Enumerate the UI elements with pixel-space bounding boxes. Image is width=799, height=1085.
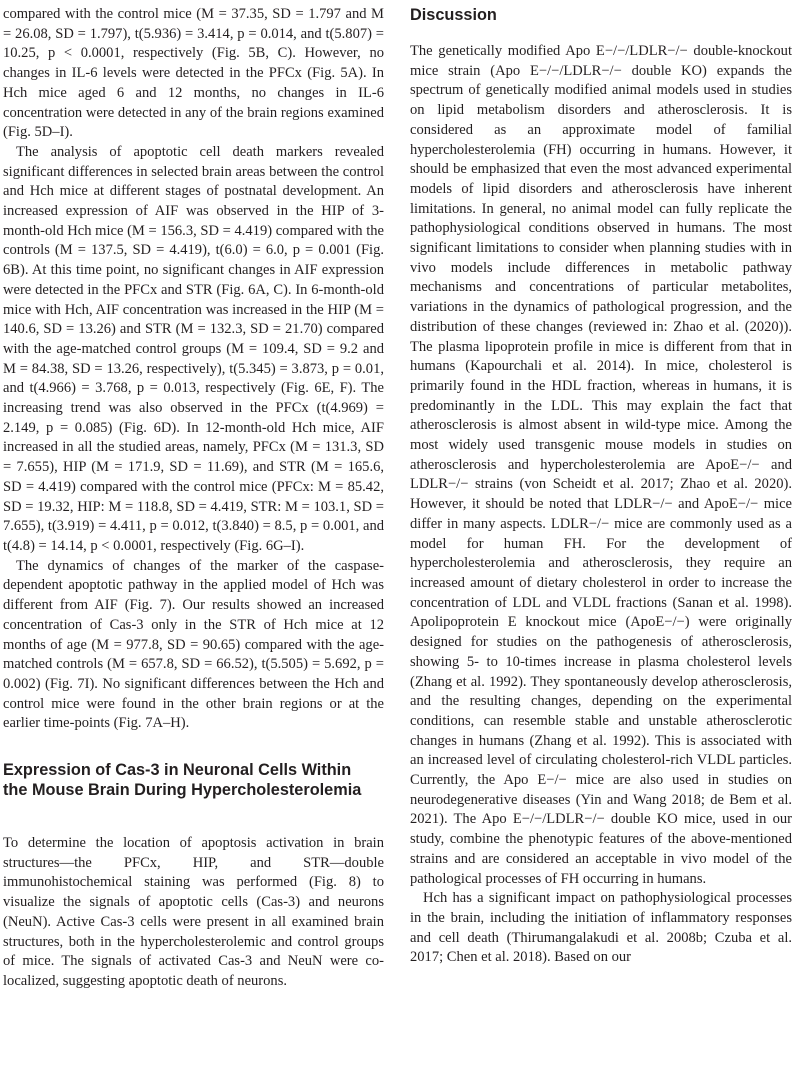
- paragraph-cas3-results: The dynamics of changes of the marker of the caspase-dependent apoptotic pathway in the applied model of Hch was different from AIF (Fig. 7). Our results showed an increased concentration of Cas-3 only in the STR of Hch mice at 12 months of age (M = 977.8, SD = 90.65) compared with the age-matched controls (M = 657.8, SD = 66.52), t(5.505) = 5.692, p = 0.002) (Fig. 7I). No significant differences between the Hch and control mice were found in the other brain regions or at the earlier time-points (Fig. 7A–H).: [3, 557, 384, 732]
- paragraph-aif-results: The analysis of apoptotic cell death markers revealed significant differences in selected brain areas between the control and Hch mice at different stages of postnatal development. An increased expression of AIF was observed in the HIP of 3-month-old Hch mice (M = 156.3, SD = 4.419) compared with the controls (M = 137.5, SD = 4.419), t(6.0) = 6.0, p = 0.001 (Fig. 6B). At this time point, no significant changes in AIF expression were detected in the PFCx and STR (Fig. 6A, C). In 6-month-old mice with Hch, AIF concentration was increased in the HIP (M = 140.6, SD = 13.26) and STR (M = 132.3, SD = 21.70) compared with the age-matched control groups (M = 109.4, SD = 9.2 and M = 84.38, SD = 13.26, respectively), t(5.345) = 3.873, p = 0.01, and t(4.966) = 3.768, p = 0.013, respectively (Fig. 6E, F). The increasing trend was also observed in the PFCx (t(4.969) = 2.149, p = 0.085) (Fig. 6D). In 12-month-old Hch mice, AIF increased in all the studied areas, namely, PFCx (M = 131.3, SD = 7.655), HIP (M = 171.9, SD = 11.69), and STR (M = 165.6, SD = 4.419) compared with the control mice (PFCx: M = 85.42, SD = 19.32, HIP: M = 118.8, SD = 4.419, STR: M = 103.1, SD = 7.655), t(3.919) = 4.411, p = 0.012, t(3.840) = 8.5, p = 0.001, and t(4.8) = 14.14, p < 0.0001, respectively (Fig. 6G–I).: [3, 143, 384, 554]
- heading-line-2: the Mouse Brain During Hypercholesterolemia: [3, 781, 362, 800]
- paragraph-discussion-models: The genetically modified Apo E−/−/LDLR−/− double-knockout mice strain (Apo E−/−/LDLR−/− double KO) expands the spectrum of genetically modified animal models used in studies on lipid metabolism disorders and atherosclerosis. It is considered as an approximate model of familial hypercholesterolemia (FH) occurring in humans. However, it should be emphasized that even the most advanced experimental models of lipid disorders and atherosclerosis have inherent limitations. In general, no animal model can fully replicate the pathophysiological conditions observed in humans. The most significant limitations to consider when planning studies with in vivo models include differences in metabolic pathway mechanisms and concentrations of particular metabolites, variations in the dynamics of pathological progression, and the distribution of these changes (reviewed in: Zhao et al. (2020)). The plasma lipoprotein profile in mice is different from that in humans (Kapourchali et al. 2014). In mice, cholesterol is primarily found in the HDL fraction, whereas in humans, it is predominantly in the LDL. This may explain the fact that atherosclerosis is almost absent in wild-type mice. Among the most widely used transgenic mouse models in studies on atherosclerosis and hypercholesterolemia are ApoE−/− and LDLR−/− strains (von Scheidt et al. 2017; Zhao et al. 2020). However, it should be noted that LDLR−/− and ApoE−/− mice differ in many aspects. LDLR−/− mice are commonly used as a model for human FH. For the development of hypercholesterolemia and atherosclerosis, they require an increased amount of dietary cholesterol in order to increase the concentration of LDL and VLDL fractions (Sanan et al. 1998). Apolipoprotein E knockout mice (ApoE−/−) were originally designed for studies on the pathogenesis of atherosclerosis, showing 5- to 10-times increase in plasma cholesterol levels (Zhang et al. 1992). They spontaneously develop atherosclerosis, and the resulting changes, depending on the experimental conditions, can resemble stable and unstable atherosclerotic changes in humans (Zhang et al. 1992). This is associated with an increased level of circulating cholesterol-rich VLDL particles. Currently, the Apo E−/− mice are also used in studies on neurodegenerative diseases (Yin and Wang 2018; de Bem et al. 2021). The Apo E−/−/LDLR−/− double KO mice, used in our study, combine the phenotypic features of the above-mentioned strains and are considered an acceptable in vivo model of the pathological processes of FH occurring in humans.: [410, 43, 792, 887]
- paragraph-discussion-hch-brain: Hch has a significant impact on pathophysiological processes in the brain, including the initiation of inflammatory responses and cell death (Thirumangalakudi et al. 2008b; Czuba et al. 2017; Chen et al. 2018). Based on our: [410, 890, 792, 966]
- section-heading-cas3-expression: [3, 760, 384, 800]
- right-column: [410, 5, 792, 968]
- left-column: [3, 5, 384, 992]
- heading-line-1: Expression of Cas-3 in Neuronal Cells Within: [3, 761, 352, 780]
- paragraph-il6-results: compared with the control mice (M = 37.35, SD = 1.797 and M = 26.08, SD = 1.797), t(5.936) = 3.414, p = 0.014, and t(5.807) = 10.25, p < 0.0001, respectively (Fig. 5B, C). However, no changes in IL-6 levels were detected in the PFCx (Fig. 5A). In Hch mice aged 6 and 12 months, no changes in IL-6 concentration were detected in any of the brain regions examined (Fig. 5D–I).: [3, 6, 384, 141]
- section-heading-discussion: Discussion: [410, 6, 497, 24]
- paragraph-immunostaining: To determine the location of apoptosis activation in brain structures—the PFCx, HIP, and STR—double immunohistochemical staining was performed (Fig. 8) to visualize the signals of apoptotic cells (Cas-3) and neurons (NeuN). Active Cas-3 cells were present in all examined brain structures, both in the hypercholesterolemic and control groups of mice. The signals of activated Cas-3 and NeuN were co-localized, suggesting apoptotic death of neurons.: [3, 835, 384, 989]
